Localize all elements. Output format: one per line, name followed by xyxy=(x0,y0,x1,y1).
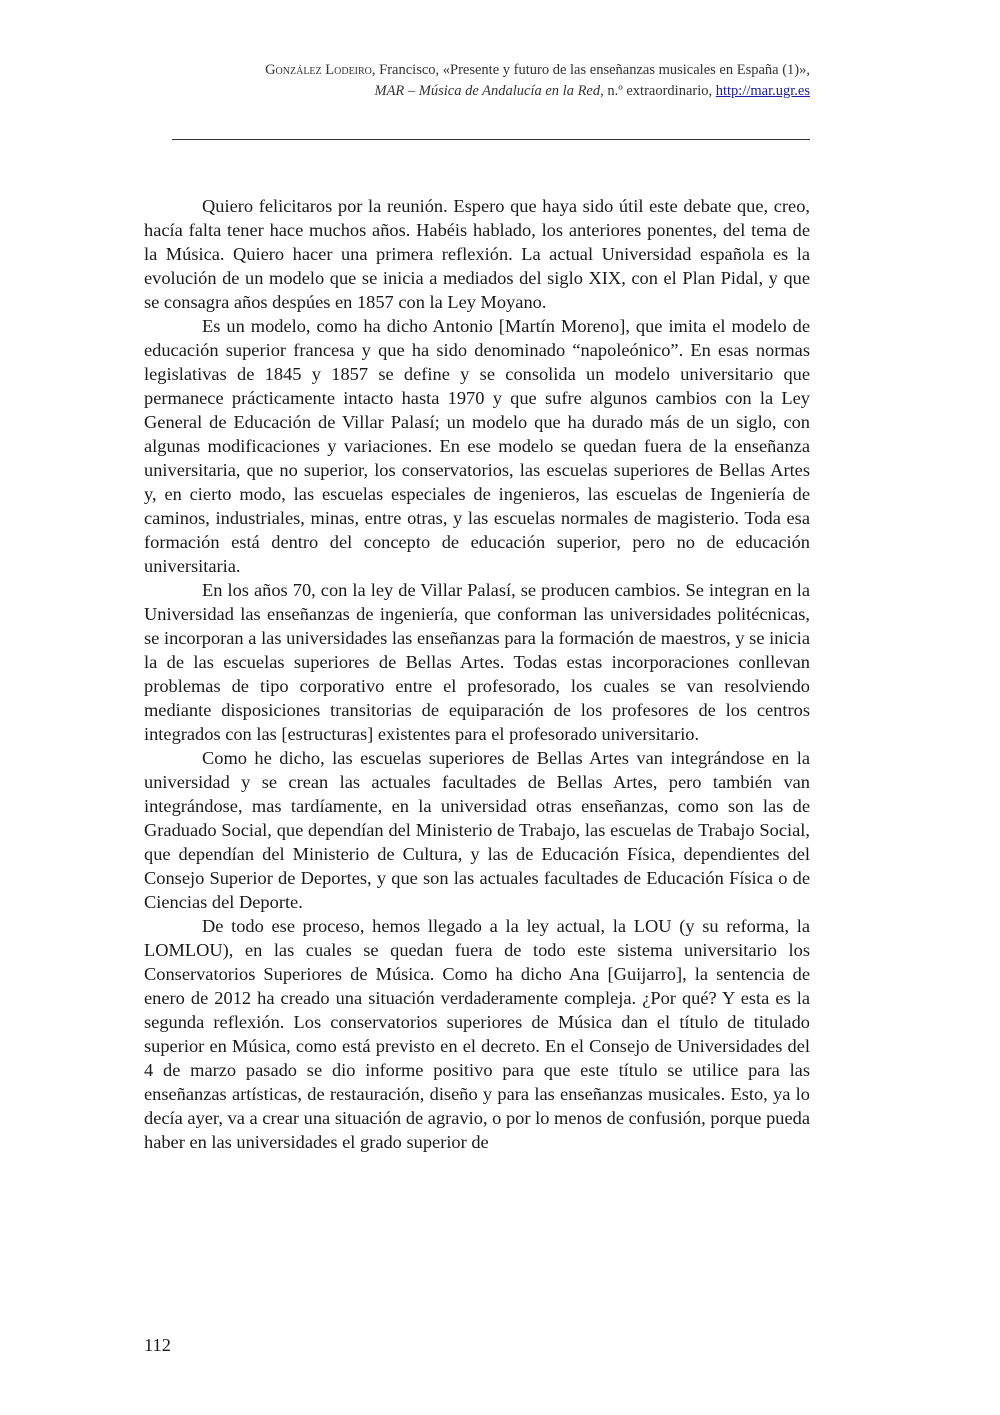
body-paragraph: Es un modelo, como ha dicho Antonio [Martín Moreno], que imita el modelo de educación superior francesa y que ha sido denominado “napoleónico”. En esas normas legislativas de 1845 y 1857 se define y se consolida un modelo universitario que permanece prácticamente intacto hasta 1970 y que sufre algunos cambios con la Ley General de Educación de Villar Palasí; un modelo que ha durado más de un siglo, con algunas modificaciones y variaciones. En ese modelo se quedan fuera de la enseñanza universitaria, que no superior, los conservatorios, las escuelas superiores de Bellas Artes y, en cierto modo, las escuelas especiales de ingenieros, las escuelas de Ingeniería de caminos, industriales, minas, entre otras, y las escuelas normales de magisterio. Toda esa formación está dentro del concepto de educación superior, pero no de educación universitaria. xyxy=(144,316,810,576)
body-paragraph: Como he dicho, las escuelas superiores de Bellas Artes van integrándose en la universidad y se crean las actuales facultades de Bellas Artes, pero también van integrándose, mas tardíamente, en la universidad otras enseñanzas, como son las de Graduado Social, que dependían del Ministerio de Trabajo, las escuelas de Trabajo Social, que dependían del Ministerio de Cultura, y las de Educación Física, dependientes del Consejo Superior de Deportes, y que son las actuales facultades de Educación Física o de Ciencias del Deporte. xyxy=(144,748,810,912)
body-paragraph: Quiero felicitaros por la reunión. Espero que haya sido útil este debate que, creo, hacía falta tener hace muchos años. Habéis hablado, los anteriores ponentes, del tema de la Música. Quiero hacer una primera reflexión. La actual Universidad española es la evolución de un modelo que se inicia a mediados del siglo XIX, con el Plan Pidal, y que se consagra años despúes en 1857 con la Ley Moyano. xyxy=(144,196,810,312)
header-journal-link[interactable]: http://mar.ugr.es xyxy=(715,83,810,99)
body-text xyxy=(144,194,810,1154)
header-issue: n.º extraordinario, xyxy=(603,83,716,99)
header-journal-name: MAR – Música de Andalucía en la Red, xyxy=(374,83,604,99)
body-paragraph: En los años 70, con la ley de Villar Palasí, se producen cambios. Se integran en la Universidad las enseñanzas de ingeniería, que conforman las universidades politécnicas, se incorporan a las universidades las enseñanzas para la formación de maestros, y se inicia la de las escuelas superiores de Bellas Artes. Todas estas incorporaciones conllevan problemas de tipo corporativo entre el profesorado, los cuales se van resolviendo mediante disposiciones transitorias de equiparación de los profesores de los centros integrados con las [estructuras] existentes para el profesorado universitario. xyxy=(144,580,810,744)
header-journal-line xyxy=(150,81,810,102)
body-paragraph: De todo ese proceso, hemos llegado a la ley actual, la LOU (y su reforma, la LOMLOU), en las cuales se quedan fuera de todo este sistema universitario los Conservatorios Superiores de Música. Como ha dicho Ana [Guijarro], la sentencia de enero de 2012 ha creado una situación verdaderamente compleja. ¿Por qué? Y esta es la segunda reflexión. Los conservatorios superiores de Música dan el título de titulado superior en Música, como está previsto en el decreto. En el Consejo de Universidades del 4 de marzo pasado se dio informe positivo para que este título se utilice para las enseñanzas artísticas, de restauración, diseño y para las enseñanzas musicales. Esto, ya lo decía ayer, va a crear una situación de agravio, o por lo menos de confusión, porque pueda haber en las universidades el grado superior de xyxy=(144,916,810,1152)
page-number: 112 xyxy=(144,1335,171,1355)
header-citation-line xyxy=(150,60,810,81)
header-citation-title: , Francisco, «Presente y futuro de las enseñanzas musicales en España (1)», xyxy=(371,62,810,78)
header-author: González Lodeiro xyxy=(265,62,372,78)
header-divider xyxy=(172,139,810,140)
running-header xyxy=(150,60,810,102)
